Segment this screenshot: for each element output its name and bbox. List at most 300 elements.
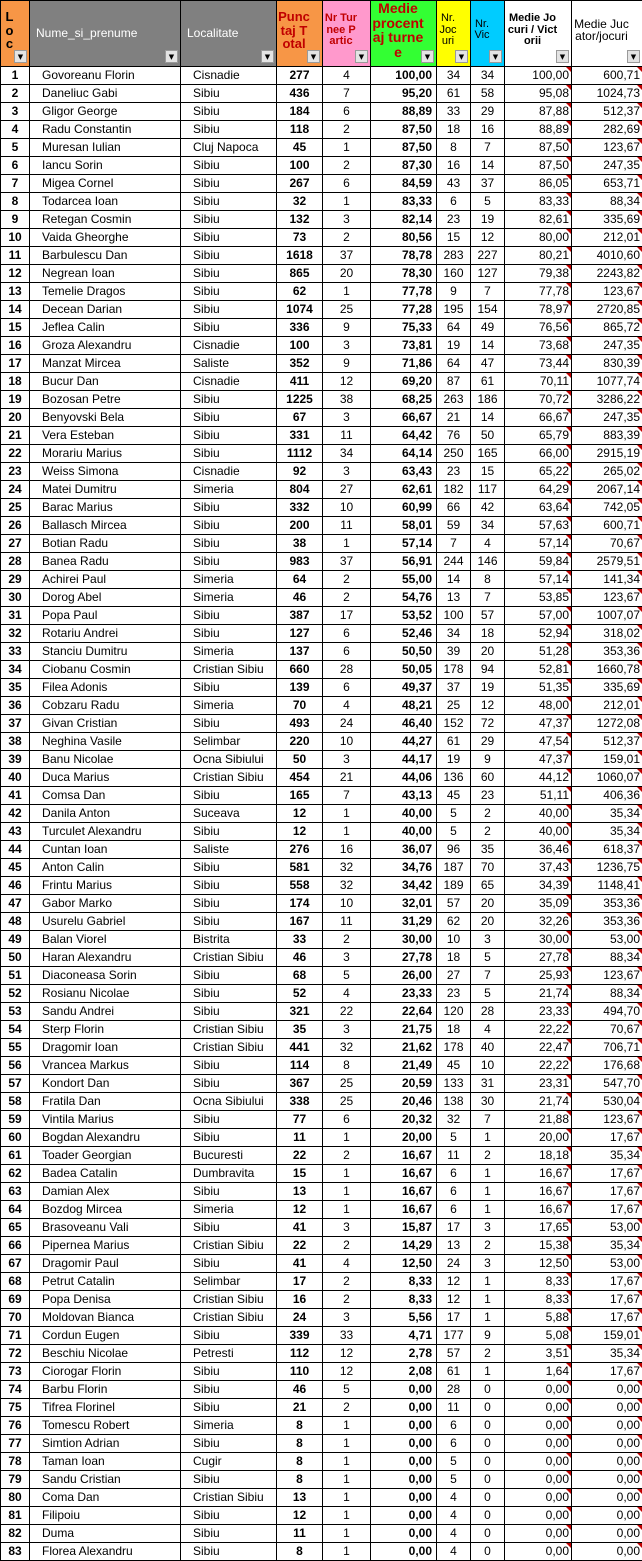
total-score-cell[interactable]: 276 [277,840,323,858]
loc-cell[interactable]: 60 [1,1128,30,1146]
tournament-percentage-cell[interactable]: 34,42 [371,876,437,894]
name-cell[interactable]: Toader Georgian [30,1146,181,1164]
tournament-percentage-cell[interactable]: 0,00 [371,1470,437,1488]
name-cell[interactable]: Balan Viorel [30,930,181,948]
tournament-percentage-cell[interactable]: 73,81 [371,336,437,354]
locality-cell[interactable]: Cristian Sibiu [181,1308,277,1326]
total-score-cell[interactable]: 16 [277,1290,323,1308]
tournaments-cell[interactable]: 3 [323,1218,371,1236]
wins-cell[interactable]: 70 [471,858,505,876]
games-cell[interactable]: 152 [437,714,471,732]
tournaments-cell[interactable]: 1 [323,1416,371,1434]
wins-cell[interactable]: 7 [471,138,505,156]
player-average-cell[interactable]: 1148,41 [572,876,642,894]
tournament-percentage-cell[interactable]: 62,61 [371,480,437,498]
wins-ratio-cell[interactable]: 27,78 [505,948,572,966]
tournament-percentage-cell[interactable]: 32,01 [371,894,437,912]
filter-dropdown-icon[interactable]: ▼ [421,50,434,63]
tournaments-cell[interactable]: 37 [323,246,371,264]
loc-cell[interactable]: 62 [1,1164,30,1182]
tournaments-cell[interactable]: 1 [323,1452,371,1470]
locality-cell[interactable]: Saliste [181,354,277,372]
player-average-cell[interactable]: 600,71 [572,66,642,84]
tournaments-cell[interactable]: 1 [323,1506,371,1524]
total-score-cell[interactable]: 13 [277,1488,323,1506]
locality-cell[interactable]: Sibiu [181,390,277,408]
name-cell[interactable]: Tomescu Robert [30,1416,181,1434]
wins-cell[interactable]: 29 [471,732,505,750]
tournament-percentage-cell[interactable]: 50,50 [371,642,437,660]
name-cell[interactable]: Morariu Marius [30,444,181,462]
loc-cell[interactable]: 43 [1,822,30,840]
loc-cell[interactable]: 49 [1,930,30,948]
name-cell[interactable]: Coma Dan [30,1488,181,1506]
wins-cell[interactable]: 35 [471,840,505,858]
tournaments-cell[interactable]: 2 [323,228,371,246]
tournaments-cell[interactable]: 6 [323,624,371,642]
total-score-cell[interactable]: 387 [277,606,323,624]
wins-cell[interactable]: 0 [471,1506,505,1524]
player-average-cell[interactable]: 1660,78 [572,660,642,678]
total-score-cell[interactable]: 441 [277,1038,323,1056]
wins-ratio-cell[interactable]: 18,18 [505,1146,572,1164]
name-cell[interactable]: Jeflea Calin [30,318,181,336]
player-average-cell[interactable]: 17,67 [572,1308,642,1326]
total-score-cell[interactable]: 92 [277,462,323,480]
wins-cell[interactable]: 9 [471,750,505,768]
locality-cell[interactable]: Cristian Sibiu [181,948,277,966]
name-cell[interactable]: Pipernea Marius [30,1236,181,1254]
name-cell[interactable]: Temelie Dragos [30,282,181,300]
locality-cell[interactable]: Sibiu [181,1002,277,1020]
total-score-cell[interactable]: 17 [277,1272,323,1290]
name-cell[interactable]: Haran Alexandru [30,948,181,966]
total-score-cell[interactable]: 1112 [277,444,323,462]
total-score-cell[interactable]: 118 [277,120,323,138]
locality-cell[interactable]: Sibiu [181,1056,277,1074]
loc-cell[interactable]: 68 [1,1272,30,1290]
total-score-cell[interactable]: 1618 [277,246,323,264]
tournament-percentage-cell[interactable]: 46,40 [371,714,437,732]
player-average-cell[interactable]: 1024,73 [572,84,642,102]
tournaments-cell[interactable]: 3 [323,462,371,480]
loc-cell[interactable]: 83 [1,1542,30,1560]
tournament-percentage-cell[interactable]: 8,33 [371,1272,437,1290]
loc-cell[interactable]: 39 [1,750,30,768]
wins-cell[interactable]: 227 [471,246,505,264]
name-cell[interactable]: Filea Adonis [30,678,181,696]
wins-ratio-cell[interactable]: 0,00 [505,1416,572,1434]
wins-ratio-cell[interactable]: 40,00 [505,804,572,822]
tournaments-cell[interactable]: 5 [323,966,371,984]
filter-dropdown-icon[interactable]: ▼ [165,50,178,63]
wins-ratio-cell[interactable]: 65,22 [505,462,572,480]
wins-ratio-cell[interactable]: 0,00 [505,1524,572,1542]
tournaments-cell[interactable]: 1 [323,822,371,840]
tournament-percentage-cell[interactable]: 50,05 [371,660,437,678]
name-cell[interactable]: Migea Cornel [30,174,181,192]
wins-ratio-cell[interactable]: 1,64 [505,1362,572,1380]
name-cell[interactable]: Manzat Mircea [30,354,181,372]
wins-cell[interactable]: 20 [471,894,505,912]
wins-ratio-cell[interactable]: 57,63 [505,516,572,534]
total-score-cell[interactable]: 8 [277,1434,323,1452]
games-cell[interactable]: 11 [437,1146,471,1164]
name-cell[interactable]: Sterp Florin [30,1020,181,1038]
player-average-cell[interactable]: 2915,19 [572,444,642,462]
total-score-cell[interactable]: 139 [277,678,323,696]
tournament-percentage-cell[interactable]: 44,06 [371,768,437,786]
tournament-percentage-cell[interactable]: 40,00 [371,822,437,840]
loc-cell[interactable]: 23 [1,462,30,480]
games-cell[interactable]: 244 [437,552,471,570]
locality-cell[interactable]: Sibiu [181,408,277,426]
locality-cell[interactable]: Sibiu [181,1362,277,1380]
total-score-cell[interactable]: 52 [277,984,323,1002]
locality-cell[interactable]: Simeria [181,588,277,606]
loc-cell[interactable]: 21 [1,426,30,444]
player-average-cell[interactable]: 265,02 [572,462,642,480]
loc-cell[interactable]: 59 [1,1110,30,1128]
tournament-percentage-cell[interactable]: 0,00 [371,1506,437,1524]
tournament-percentage-cell[interactable]: 26,00 [371,966,437,984]
locality-cell[interactable]: Cristian Sibiu [181,768,277,786]
games-cell[interactable]: 23 [437,462,471,480]
total-score-cell[interactable]: 277 [277,66,323,84]
wins-ratio-cell[interactable]: 8,33 [505,1272,572,1290]
total-score-cell[interactable]: 67 [277,408,323,426]
wins-cell[interactable]: 186 [471,390,505,408]
locality-cell[interactable]: Sibiu [181,1524,277,1542]
locality-cell[interactable]: Sibiu [181,174,277,192]
loc-cell[interactable]: 36 [1,696,30,714]
wins-cell[interactable]: 1 [471,1272,505,1290]
tournaments-cell[interactable]: 1 [323,1128,371,1146]
wins-cell[interactable]: 154 [471,300,505,318]
tournaments-cell[interactable]: 1 [323,1164,371,1182]
locality-cell[interactable]: Cristian Sibiu [181,1290,277,1308]
wins-ratio-cell[interactable]: 20,00 [505,1128,572,1146]
name-cell[interactable]: Rosianu Nicolae [30,984,181,1002]
name-cell[interactable]: Bozosan Petre [30,390,181,408]
total-score-cell[interactable]: 174 [277,894,323,912]
loc-cell[interactable]: 41 [1,786,30,804]
tournament-percentage-cell[interactable]: 21,62 [371,1038,437,1056]
name-cell[interactable]: Achirei Paul [30,570,181,588]
total-score-cell[interactable]: 331 [277,426,323,444]
tournaments-cell[interactable]: 2 [323,1290,371,1308]
name-cell[interactable]: Gabor Marko [30,894,181,912]
total-score-cell[interactable]: 100 [277,156,323,174]
wins-ratio-cell[interactable]: 78,97 [505,300,572,318]
games-cell[interactable]: 87 [437,372,471,390]
tournaments-cell[interactable]: 1 [323,1524,371,1542]
wins-cell[interactable]: 10 [471,1056,505,1074]
tournament-percentage-cell[interactable]: 27,78 [371,948,437,966]
locality-cell[interactable]: Sibiu [181,282,277,300]
total-score-cell[interactable]: 68 [277,966,323,984]
player-average-cell[interactable]: 494,70 [572,1002,642,1020]
tournament-percentage-cell[interactable]: 78,30 [371,264,437,282]
wins-ratio-cell[interactable]: 0,00 [505,1452,572,1470]
tournaments-cell[interactable]: 32 [323,1038,371,1056]
games-cell[interactable]: 66 [437,498,471,516]
wins-ratio-cell[interactable]: 0,00 [505,1542,572,1560]
wins-cell[interactable]: 94 [471,660,505,678]
name-cell[interactable]: Daneliuc Gabi [30,84,181,102]
name-cell[interactable]: Turculet Alexandru [30,822,181,840]
wins-cell[interactable]: 65 [471,876,505,894]
locality-cell[interactable]: Sibiu [181,552,277,570]
player-average-cell[interactable]: 0,00 [572,1542,642,1560]
loc-cell[interactable]: 35 [1,678,30,696]
player-average-cell[interactable]: 88,34 [572,192,642,210]
loc-cell[interactable]: 57 [1,1074,30,1092]
games-cell[interactable]: 25 [437,696,471,714]
locality-cell[interactable]: Sibiu [181,1398,277,1416]
wins-cell[interactable]: 7 [471,1110,505,1128]
name-cell[interactable]: Barbulescu Dan [30,246,181,264]
name-cell[interactable]: Usurelu Gabriel [30,912,181,930]
player-average-cell[interactable]: 141,34 [572,570,642,588]
loc-cell[interactable]: 75 [1,1398,30,1416]
games-cell[interactable]: 189 [437,876,471,894]
name-cell[interactable]: Duma [30,1524,181,1542]
games-cell[interactable]: 28 [437,1380,471,1398]
loc-cell[interactable]: 2 [1,84,30,102]
wins-cell[interactable]: 12 [471,696,505,714]
tournaments-cell[interactable]: 16 [323,840,371,858]
games-cell[interactable]: 59 [437,516,471,534]
tournaments-cell[interactable]: 17 [323,606,371,624]
locality-cell[interactable]: Simeria [181,642,277,660]
games-cell[interactable]: 12 [437,1290,471,1308]
locality-cell[interactable]: Cristian Sibiu [181,1488,277,1506]
loc-cell[interactable]: 24 [1,480,30,498]
games-cell[interactable]: 19 [437,336,471,354]
locality-cell[interactable]: Sibiu [181,1506,277,1524]
wins-cell[interactable]: 0 [471,1398,505,1416]
games-cell[interactable]: 16 [437,156,471,174]
games-cell[interactable]: 34 [437,66,471,84]
tournaments-cell[interactable]: 11 [323,516,371,534]
total-score-cell[interactable]: 11 [277,1128,323,1146]
loc-cell[interactable]: 29 [1,570,30,588]
player-average-cell[interactable]: 865,72 [572,318,642,336]
games-cell[interactable]: 15 [437,228,471,246]
games-cell[interactable]: 14 [437,570,471,588]
wins-ratio-cell[interactable]: 12,50 [505,1254,572,1272]
loc-cell[interactable]: 9 [1,210,30,228]
loc-cell[interactable]: 16 [1,336,30,354]
tournament-percentage-cell[interactable]: 48,21 [371,696,437,714]
wins-cell[interactable]: 58 [471,84,505,102]
games-cell[interactable]: 6 [437,1200,471,1218]
wins-cell[interactable]: 20 [471,912,505,930]
player-average-cell[interactable]: 35,34 [572,1146,642,1164]
total-score-cell[interactable]: 8 [277,1542,323,1560]
wins-ratio-cell[interactable]: 0,00 [505,1398,572,1416]
wins-ratio-cell[interactable]: 15,38 [505,1236,572,1254]
tournaments-cell[interactable]: 6 [323,102,371,120]
games-cell[interactable]: 6 [437,192,471,210]
wins-cell[interactable]: 2 [471,804,505,822]
tournaments-cell[interactable]: 11 [323,426,371,444]
name-cell[interactable]: Barbu Florin [30,1380,181,1398]
name-cell[interactable]: Damian Alex [30,1182,181,1200]
locality-cell[interactable]: Cristian Sibiu [181,1236,277,1254]
tournament-percentage-cell[interactable]: 21,75 [371,1020,437,1038]
tournament-percentage-cell[interactable]: 16,67 [371,1146,437,1164]
loc-cell[interactable]: 15 [1,318,30,336]
name-cell[interactable]: Neghina Vasile [30,732,181,750]
tournament-percentage-cell[interactable]: 21,49 [371,1056,437,1074]
tournament-percentage-cell[interactable]: 0,00 [371,1398,437,1416]
wins-ratio-cell[interactable]: 21,74 [505,1092,572,1110]
tournaments-cell[interactable]: 8 [323,1056,371,1074]
player-average-cell[interactable]: 353,36 [572,894,642,912]
wins-ratio-cell[interactable]: 25,93 [505,966,572,984]
games-cell[interactable]: 23 [437,984,471,1002]
games-cell[interactable]: 32 [437,1110,471,1128]
name-cell[interactable]: Barac Marius [30,498,181,516]
wins-ratio-cell[interactable]: 21,88 [505,1110,572,1128]
games-cell[interactable]: 9 [437,282,471,300]
games-cell[interactable]: 6 [437,1434,471,1452]
total-score-cell[interactable]: 581 [277,858,323,876]
name-cell[interactable]: Anton Calin [30,858,181,876]
total-score-cell[interactable]: 46 [277,1380,323,1398]
tournament-percentage-cell[interactable]: 84,59 [371,174,437,192]
games-cell[interactable]: 64 [437,354,471,372]
total-score-cell[interactable]: 267 [277,174,323,192]
wins-ratio-cell[interactable]: 88,89 [505,120,572,138]
total-score-cell[interactable]: 220 [277,732,323,750]
total-score-cell[interactable]: 411 [277,372,323,390]
wins-ratio-cell[interactable]: 80,21 [505,246,572,264]
player-average-cell[interactable]: 247,35 [572,156,642,174]
wins-cell[interactable]: 40 [471,1038,505,1056]
name-cell[interactable]: Iancu Sorin [30,156,181,174]
wins-ratio-cell[interactable]: 51,28 [505,642,572,660]
name-cell[interactable]: Rotariu Andrei [30,624,181,642]
wins-cell[interactable]: 7 [471,588,505,606]
tournaments-cell[interactable]: 1 [323,1488,371,1506]
total-score-cell[interactable]: 1074 [277,300,323,318]
wins-cell[interactable]: 3 [471,1254,505,1272]
tournament-percentage-cell[interactable]: 0,00 [371,1380,437,1398]
wins-cell[interactable]: 4 [471,534,505,552]
total-score-cell[interactable]: 338 [277,1092,323,1110]
locality-cell[interactable]: Cisnadie [181,462,277,480]
tournaments-cell[interactable]: 1 [323,1200,371,1218]
tournaments-cell[interactable]: 6 [323,642,371,660]
loc-cell[interactable]: 61 [1,1146,30,1164]
wins-cell[interactable]: 5 [471,192,505,210]
player-average-cell[interactable]: 17,67 [572,1272,642,1290]
games-cell[interactable]: 5 [437,804,471,822]
tournament-percentage-cell[interactable]: 2,78 [371,1344,437,1362]
tournaments-cell[interactable]: 5 [323,1380,371,1398]
player-average-cell[interactable]: 706,71 [572,1038,642,1056]
loc-cell[interactable]: 17 [1,354,30,372]
total-score-cell[interactable]: 21 [277,1398,323,1416]
locality-cell[interactable]: Sibiu [181,444,277,462]
tournament-percentage-cell[interactable]: 78,78 [371,246,437,264]
loc-cell[interactable]: 51 [1,966,30,984]
loc-cell[interactable]: 53 [1,1002,30,1020]
name-cell[interactable]: Todarcea Ioan [30,192,181,210]
wins-ratio-cell[interactable]: 57,14 [505,534,572,552]
player-average-cell[interactable]: 0,00 [572,1434,642,1452]
tournament-percentage-cell[interactable]: 20,46 [371,1092,437,1110]
tournament-percentage-cell[interactable]: 0,00 [371,1524,437,1542]
games-cell[interactable]: 17 [437,1308,471,1326]
name-cell[interactable]: Ballasch Mircea [30,516,181,534]
locality-cell[interactable]: Saliste [181,840,277,858]
name-cell[interactable]: Vrancea Markus [30,1056,181,1074]
wins-ratio-cell[interactable]: 23,31 [505,1074,572,1092]
wins-ratio-cell[interactable]: 40,00 [505,822,572,840]
name-cell[interactable]: Dragomir Ioan [30,1038,181,1056]
locality-cell[interactable]: Sibiu [181,1326,277,1344]
name-cell[interactable]: Gligor George [30,102,181,120]
tournament-percentage-cell[interactable]: 87,30 [371,156,437,174]
games-cell[interactable]: 96 [437,840,471,858]
tournaments-cell[interactable]: 3 [323,1020,371,1038]
wins-cell[interactable]: 1 [471,1200,505,1218]
locality-cell[interactable]: Sibiu [181,1110,277,1128]
wins-ratio-cell[interactable]: 51,35 [505,678,572,696]
total-score-cell[interactable]: 12 [277,1200,323,1218]
name-cell[interactable]: Vera Esteban [30,426,181,444]
total-score-cell[interactable]: 32 [277,192,323,210]
player-average-cell[interactable]: 53,00 [572,1254,642,1272]
name-cell[interactable]: Bozdog Mircea [30,1200,181,1218]
name-cell[interactable]: Muresan Iulian [30,138,181,156]
wins-cell[interactable]: 28 [471,1002,505,1020]
total-score-cell[interactable]: 165 [277,786,323,804]
tournaments-cell[interactable]: 2 [323,1146,371,1164]
locality-cell[interactable]: Sibiu [181,120,277,138]
wins-ratio-cell[interactable]: 53,85 [505,588,572,606]
wins-ratio-cell[interactable]: 79,38 [505,264,572,282]
games-cell[interactable]: 19 [437,750,471,768]
player-average-cell[interactable]: 1077,74 [572,372,642,390]
loc-cell[interactable]: 37 [1,714,30,732]
games-cell[interactable]: 283 [437,246,471,264]
loc-cell[interactable]: 20 [1,408,30,426]
locality-cell[interactable]: Sibiu [181,534,277,552]
locality-cell[interactable]: Sibiu [181,1542,277,1560]
total-score-cell[interactable]: 660 [277,660,323,678]
games-cell[interactable]: 7 [437,534,471,552]
wins-ratio-cell[interactable]: 16,67 [505,1182,572,1200]
total-score-cell[interactable]: 22 [277,1236,323,1254]
name-cell[interactable]: Duca Marius [30,768,181,786]
tournament-percentage-cell[interactable]: 64,42 [371,426,437,444]
games-cell[interactable]: 18 [437,120,471,138]
player-average-cell[interactable]: 0,00 [572,1398,642,1416]
locality-cell[interactable]: Selimbar [181,732,277,750]
tournament-percentage-cell[interactable]: 23,33 [371,984,437,1002]
games-cell[interactable]: 5 [437,822,471,840]
total-score-cell[interactable]: 804 [277,480,323,498]
tournaments-cell[interactable]: 3 [323,210,371,228]
games-cell[interactable]: 100 [437,606,471,624]
total-score-cell[interactable]: 12 [277,822,323,840]
player-average-cell[interactable]: 1272,08 [572,714,642,732]
